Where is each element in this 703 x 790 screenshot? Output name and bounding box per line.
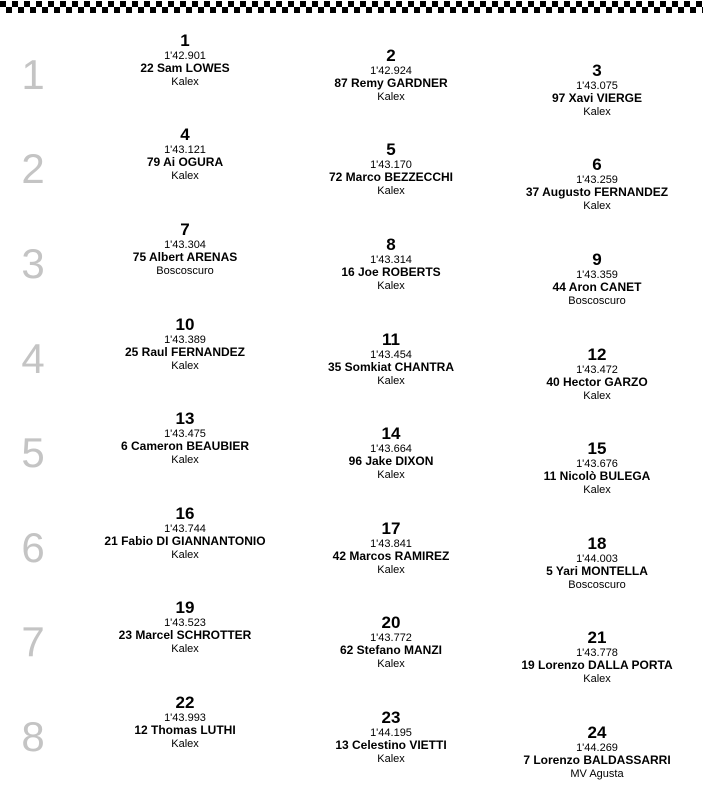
lap-time: 1'43.304 (164, 238, 206, 251)
team-name: Kalex (377, 753, 405, 766)
grid-row-number: 1 (21, 51, 45, 98)
grid-row-number: 4 (21, 335, 45, 382)
lap-time: 1'44.003 (576, 552, 618, 565)
team-name: Kalex (377, 280, 405, 293)
lap-time: 1'44.269 (576, 741, 618, 754)
team-name: Kalex (583, 106, 611, 119)
lap-time: 1'43.772 (370, 631, 412, 644)
team-name: Kalex (377, 91, 405, 104)
team-name: Kalex (377, 375, 405, 388)
grid-slot (75, 410, 295, 467)
grid-slot (281, 331, 501, 388)
grid-position: 24 (587, 723, 607, 742)
rider-name: 11 Nicolò BULEGA (543, 469, 651, 484)
checkered-flag-border (0, 0, 703, 14)
grid-position: 18 (587, 534, 607, 553)
lap-time: 1'42.901 (164, 49, 206, 62)
grid-slot (281, 709, 501, 766)
grid-position: 11 (382, 330, 400, 349)
rider-name: 25 Raul FERNANDEZ (124, 345, 246, 360)
team-name: Kalex (583, 484, 611, 497)
rider-name: 87 Remy GARDNER (334, 76, 448, 91)
grid-slot (487, 440, 703, 497)
rider-name: 79 Ai OGURA (146, 155, 224, 170)
grid-position: 9 (592, 250, 602, 269)
rider-name: 13 Celestino VIETTI (335, 738, 447, 753)
lap-time: 1'43.472 (576, 363, 618, 376)
grid-slot (487, 629, 703, 686)
team-name: Kalex (171, 170, 199, 183)
grid-slot (281, 425, 501, 482)
grid-slot (75, 694, 295, 751)
rider-name: 75 Albert ARENAS (132, 250, 238, 265)
lap-time: 1'43.359 (576, 268, 618, 281)
lap-time: 1'43.454 (370, 348, 412, 361)
grid-row-number: 2 (21, 145, 45, 192)
rider-name: 62 Stefano MANZI (339, 643, 442, 658)
grid-position: 1 (180, 31, 190, 50)
grid-position: 20 (381, 613, 401, 632)
team-name: Boscoscuro (568, 295, 626, 308)
rider-name: 40 Hector GARZO (546, 375, 648, 390)
grid-position: 6 (592, 155, 602, 174)
grid-position: 5 (386, 140, 396, 159)
rider-name: 97 Xavi VIERGE (551, 91, 643, 106)
grid-slot (281, 236, 501, 293)
lap-time: 1'43.676 (576, 457, 618, 470)
lap-time: 1'43.664 (370, 442, 412, 455)
grid-position: 21 (587, 628, 607, 647)
grid-position: 23 (381, 708, 401, 727)
grid-slot (281, 520, 501, 577)
team-name: Kalex (171, 76, 199, 89)
lap-time: 1'42.924 (370, 64, 412, 77)
grid-position: 19 (175, 598, 195, 617)
team-name: Kalex (171, 738, 199, 751)
grid-slot (281, 614, 501, 671)
rider-name: 44 Aron CANET (552, 280, 642, 295)
team-name: Boscoscuro (156, 265, 214, 278)
lap-time: 1'43.259 (576, 173, 618, 186)
grid-row-number: 8 (21, 713, 45, 760)
rider-name: 22 Sam LOWES (140, 61, 230, 76)
lap-time: 1'43.778 (576, 646, 618, 659)
grid-position: 22 (175, 693, 195, 712)
rider-name: 72 Marco BEZZECCHI (328, 170, 454, 185)
team-name: Kalex (583, 390, 611, 403)
grid-position: 13 (175, 409, 195, 428)
team-name: Kalex (171, 454, 199, 467)
rider-name: 23 Marcel SCHROTTER (118, 628, 252, 643)
grid-row-number: 6 (21, 524, 45, 571)
grid-slot (487, 346, 703, 403)
grid-slot (75, 32, 295, 89)
rider-name: 35 Somkiat CHANTRA (327, 360, 455, 375)
grid-position: 4 (180, 125, 190, 144)
grid-position: 14 (381, 424, 401, 443)
team-name: Kalex (171, 360, 199, 373)
grid-row-number: 5 (21, 429, 45, 476)
rider-name: 5 Yari MONTELLA (546, 564, 648, 579)
grid-slot (487, 724, 703, 781)
lap-time: 1'43.841 (370, 537, 412, 550)
rider-name: 16 Joe ROBERTS (341, 265, 441, 280)
grid-position: 16 (175, 504, 195, 523)
lap-time: 1'43.389 (164, 333, 206, 346)
team-name: Kalex (377, 185, 405, 198)
grid-position: 2 (386, 46, 396, 65)
team-name: Kalex (583, 673, 611, 686)
team-name: Kalex (171, 643, 199, 656)
rider-name: 42 Marcos RAMIREZ (332, 549, 450, 564)
lap-time: 1'43.744 (164, 522, 206, 535)
grid-slot (75, 221, 295, 278)
team-name: Kalex (377, 469, 405, 482)
rider-name: 6 Cameron BEAUBIER (120, 439, 250, 454)
grid-slot (75, 126, 295, 183)
grid-slot (281, 141, 501, 198)
grid-slot (487, 535, 703, 592)
team-name: Kalex (377, 658, 405, 671)
rider-name: 19 Lorenzo DALLA PORTA (521, 658, 673, 673)
grid-row-number: 7 (21, 618, 45, 665)
grid-position: 17 (381, 519, 401, 538)
lap-time: 1'43.121 (164, 143, 206, 156)
lap-time: 1'43.523 (164, 616, 206, 629)
lap-time: 1'43.993 (164, 711, 206, 724)
team-name: Kalex (583, 200, 611, 213)
grid-slot (75, 599, 295, 656)
grid-row-number: 3 (21, 240, 45, 287)
team-name: Kalex (377, 564, 405, 577)
team-name: Kalex (171, 549, 199, 562)
lap-time: 1'43.170 (370, 158, 412, 171)
rider-name: 96 Jake DIXON (348, 454, 434, 469)
team-name: Boscoscuro (568, 579, 626, 592)
grid-position: 3 (592, 61, 602, 80)
grid-slot (75, 505, 295, 562)
grid-position: 8 (386, 235, 396, 254)
team-name: MV Agusta (570, 768, 624, 781)
rider-name: 37 Augusto FERNANDEZ (525, 185, 669, 200)
grid-position: 12 (587, 345, 607, 364)
lap-time: 1'43.075 (576, 79, 618, 92)
lap-time: 1'44.195 (370, 726, 412, 739)
rider-name: 7 Lorenzo BALDASSARRI (523, 753, 671, 768)
rider-name: 12 Thomas LUTHI (134, 723, 236, 738)
grid-slot (75, 316, 295, 373)
grid-position: 10 (175, 315, 195, 334)
grid-slot (281, 47, 501, 104)
lap-time: 1'43.475 (164, 427, 206, 440)
grid-position: 7 (180, 220, 190, 239)
grid-slot (487, 156, 703, 213)
grid-position: 15 (587, 439, 607, 458)
rider-name: 21 Fabio DI GIANNANTONIO (104, 534, 266, 549)
lap-time: 1'43.314 (370, 253, 412, 266)
grid-slot (487, 62, 703, 119)
grid-slot (487, 251, 703, 308)
